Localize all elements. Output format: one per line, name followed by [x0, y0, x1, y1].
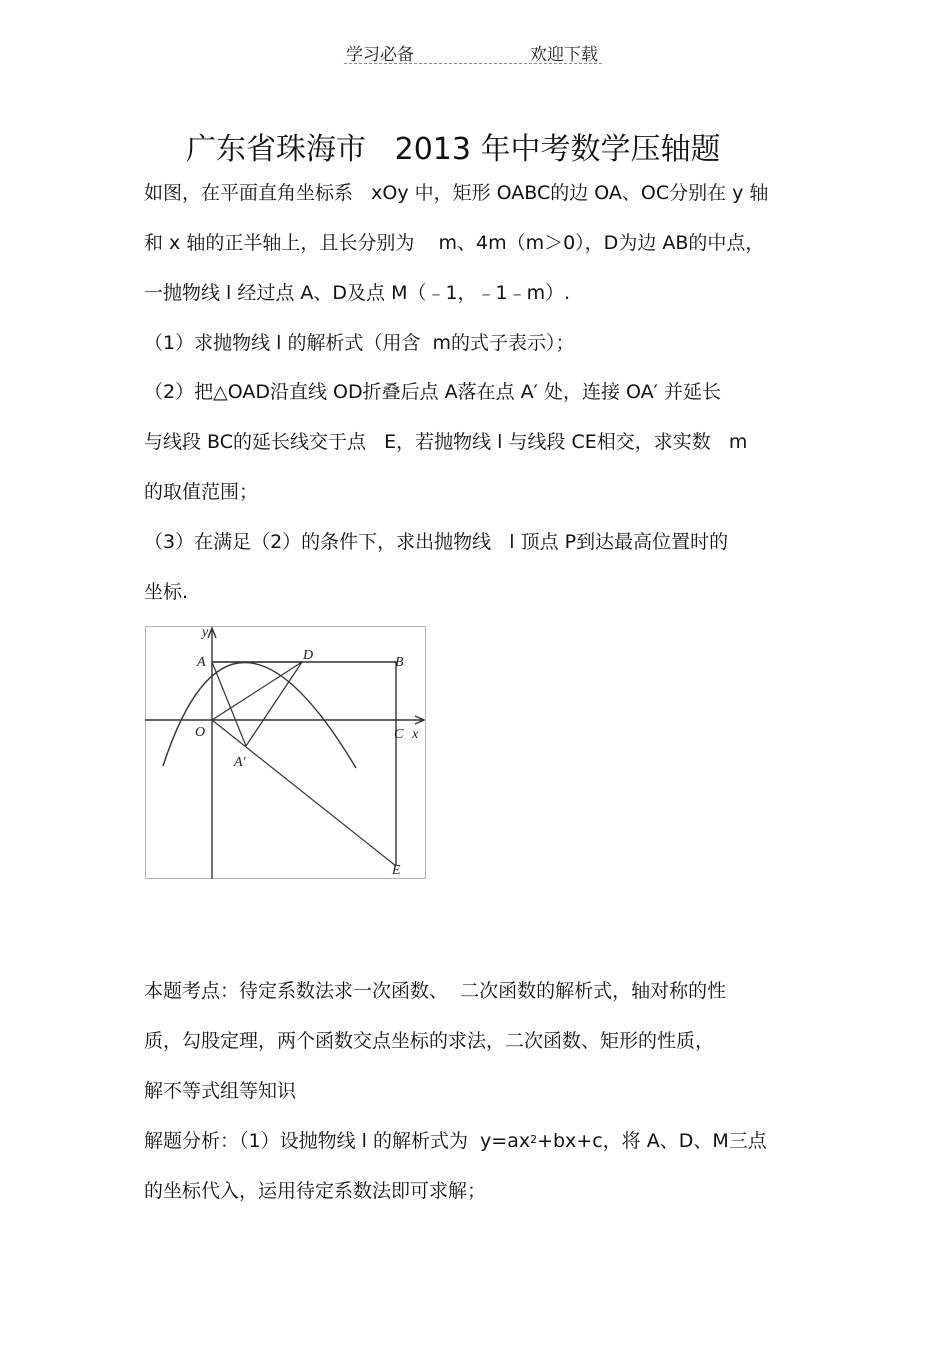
header-underline	[344, 63, 602, 64]
analysis-points-line-3: 解不等式组等知识	[144, 1080, 297, 1102]
label-o: O	[195, 725, 206, 740]
solution-exponent: 2	[530, 1133, 538, 1146]
question-3-line-1: （3）在满足（2）的条件下，求出抛物线 l 顶点 P到达最高位置时的	[144, 531, 729, 553]
label-e: E	[392, 863, 401, 878]
label-b: B	[395, 655, 404, 670]
question-3-line-2: 坐标.	[144, 581, 189, 603]
figure-border	[146, 627, 426, 879]
solution-text-pre: 解题分析：（1）设抛物线 l 的解析式为 y=ax	[144, 1130, 531, 1152]
solution-line-1	[144, 1129, 767, 1156]
problem-line-3: 一抛物线 l 经过点 A、D及点 M（﹣1，﹣1﹣m）.	[144, 282, 571, 304]
solution-line-2: 的坐标代入，运用待定系数法即可求解；	[144, 1180, 487, 1202]
question-1: （1）求抛物线 l 的解析式（用含 m的式子表示）；	[144, 332, 575, 354]
label-x: x	[412, 727, 419, 742]
header-left-text: 学习必备	[346, 45, 414, 65]
geometry-figure	[145, 626, 426, 879]
segment-oe	[212, 720, 396, 866]
question-2-line-2: 与线段 BC的延长线交于点 E，若抛物线 l 与线段 CE相交，求实数 m	[144, 431, 748, 453]
label-c: C	[394, 727, 404, 742]
analysis-points-line-2: 质，勾股定理，两个函数交点坐标的求法，二次函数、矩形的性质，	[144, 1030, 715, 1052]
label-d: D	[303, 648, 314, 663]
segment-od	[212, 662, 302, 720]
header-right-text: 欢迎下载	[530, 45, 598, 65]
segment-a-prime-d	[246, 662, 302, 746]
problem-line-2: 和 x 轴的正半轴上，且长分别为 m、4m（m＞0），D为边 AB的中点，	[144, 232, 765, 254]
label-y: y	[202, 626, 209, 640]
page-title: 广东省珠海市 2013 年中考数学压轴题	[186, 132, 721, 167]
label-a-prime: A′	[234, 755, 246, 770]
label-a: A	[197, 655, 206, 670]
parabola-l	[163, 662, 356, 768]
question-2-line-1: （2）把△OAD沿直线 OD折叠后点 A落在点 A′ 处，连接 OA′ 并延长	[144, 381, 722, 403]
problem-line-1: 如图，在平面直角坐标系 xOy 中，矩形 OABC的边 OA、OC分别在 y 轴	[144, 182, 769, 204]
analysis-points-line-1: 本题考点：待定系数法求一次函数、 二次函数的解析式，轴对称的性	[144, 980, 727, 1002]
solution-text-post: +bx+c，将 A、D、M三点	[537, 1130, 767, 1152]
question-2-line-3: 的取值范围；	[144, 481, 259, 503]
